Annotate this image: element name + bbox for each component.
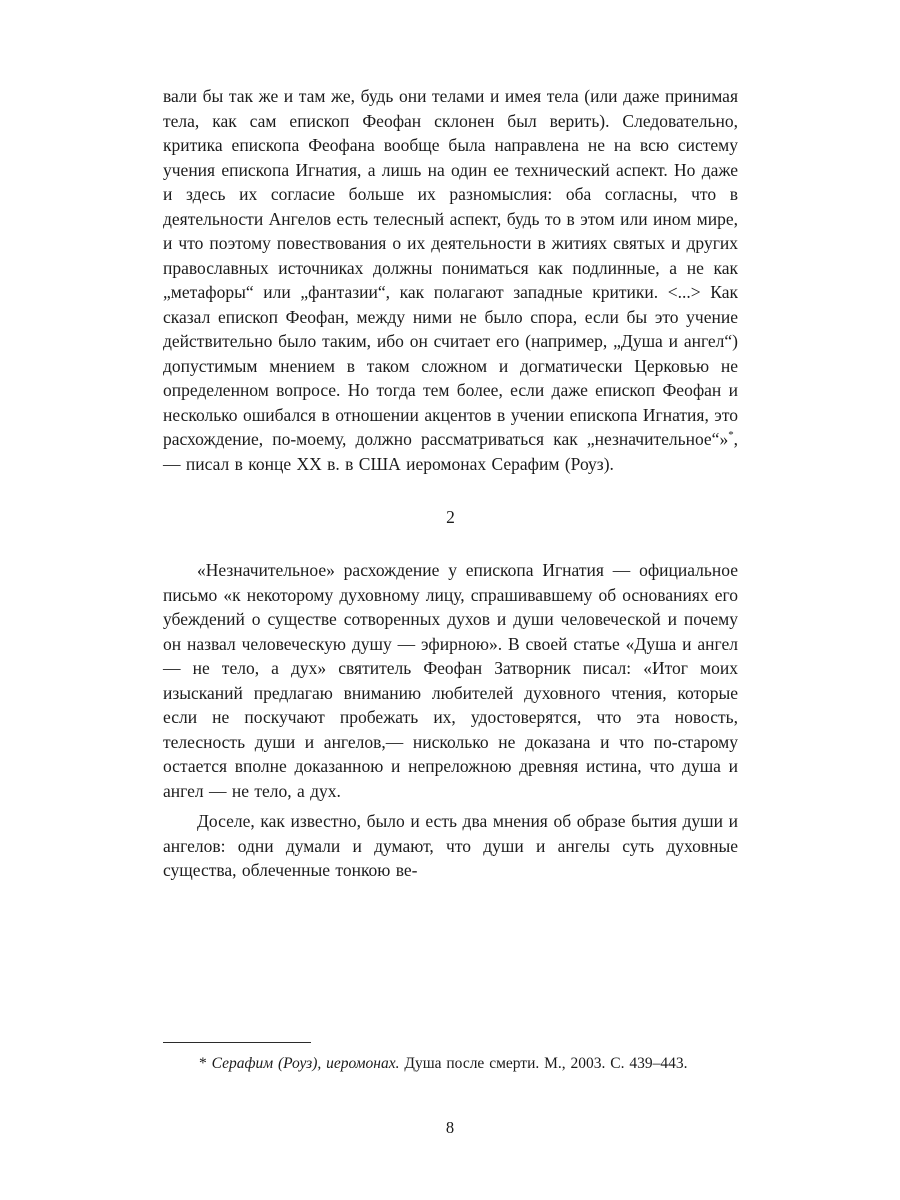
footnote-marker: * xyxy=(199,1055,212,1072)
paragraph-text: , — писал в конце XX в. в США иеромонах Серафим (Роуз). xyxy=(163,429,738,474)
footnote-citation: Душа после смерти. М., 2003. С. 439–443. xyxy=(404,1055,688,1072)
page-number: 8 xyxy=(445,1118,455,1137)
footnote-text xyxy=(163,1052,738,1076)
paragraph: Доселе, как известно, было и есть два мнения об образе бытия души и ангелов: одни думали и думают, что души и ангелы суть духовные существа, облеченные тонкою ве- xyxy=(163,811,738,880)
paragraph-continuation xyxy=(163,84,738,476)
footnote-rule xyxy=(163,1042,311,1043)
footnote-reference: * xyxy=(728,429,734,442)
footnote xyxy=(163,1042,738,1076)
paragraph: «Незначительное» расхождение у епископа Игнатия — официальное письмо «к некоторому духовному лицу, спрашивавшему об основаниях его убеждений о существе сотворенных духов и души человеческой и почему он назвал человеческую душу — эфирною». В своей статье «Душа и ангел — не тело, а дух» святитель Феофан Затворник писал: «Итог моих изысканий предлагаю вниманию любителей духовного чтения, которые если не поскучают пробежать их, удостоверятся, что эта новость, телесность души и ангелов,— нисколько не доказана и что по-старому остается вполне доказанною и непреложною древняя истина, что душа и ангел — не тело, а дух. xyxy=(163,560,738,801)
paragraph-text: вали бы так же и там же, будь они телами и имея тела (или даже принимая тела, как сам епископ Феофан склонен был верить). Следовательно, критика епископа Феофана вообще была направлена не на всю систему учения епископа Игнатия, а лишь на один ее технический аспект. Но даже и здесь их согласие больше их разномыслия: оба согласны, что в деятельности Ангелов есть телесный аспект, будь то в этом или ином мире, и что поэтому повествования о их деятельности в житиях святых и других православных источниках должны пониматься как подлинные, а не как „метафоры“ или „фантазии“, как полагают западные критики. <...> Как сказал епископ Феофан, между ними не было спора, если бы это учение действительно было таким, ибо он считает его (например, „Душа и ангел“) допустимым мнением в таком сложном и догматически Церковью не определенном вопросе. Но тогда тем более, если даже епископ Феофан и несколько ошибался в отношении акцентов в учении епископа Игнатия, это расхождение, по-моему, должно рассматриваться как „незначительное“» xyxy=(163,86,738,449)
text-block xyxy=(163,84,738,883)
section-number: 2 xyxy=(446,507,455,527)
footnote-author: Серафим (Роуз), иеромонах. xyxy=(211,1055,405,1072)
